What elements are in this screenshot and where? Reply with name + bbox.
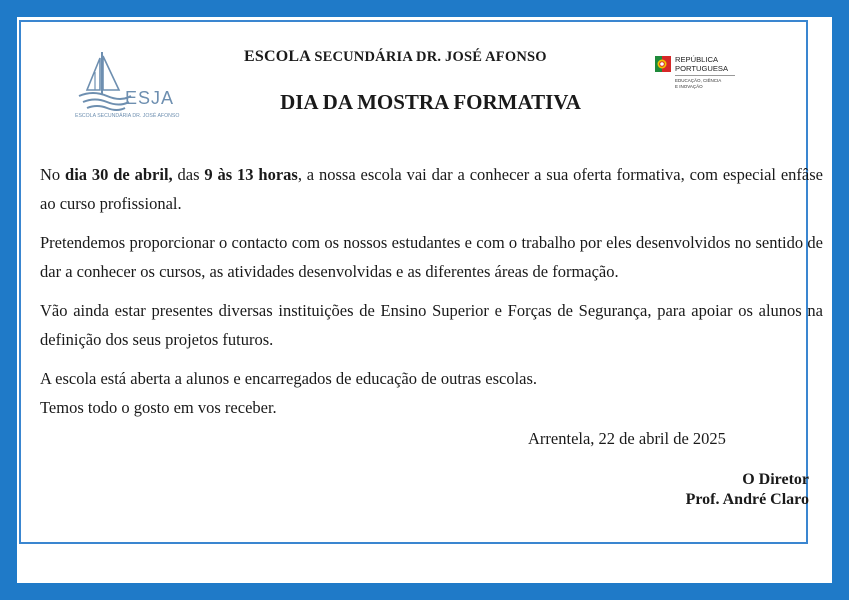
republica-line2: PORTUGUESA xyxy=(675,64,729,73)
signer-name: Prof. André Claro xyxy=(685,491,809,508)
paragraph-purpose: Pretendemos proporcionar o contacto com os nossos estudantes e com o trabalho por eles desenvolvidos no sentido de dar a conhecer os cursos, as atividades desenvolvidas e as diferentes áreas de formação. xyxy=(40,233,823,281)
event-hours: 9 às 13 horas xyxy=(204,165,298,184)
school-name-cap: SCOLA xyxy=(254,48,315,65)
portugal-emblem-icon xyxy=(655,54,671,74)
republica-line1: REPÚBLICA xyxy=(675,55,719,64)
school-name-initial: E xyxy=(244,48,255,65)
place-date: Arrentela, 22 de abril de 2025 xyxy=(528,429,726,448)
ministry-line1: EDUCAÇÃO, CIÊNCIA xyxy=(675,78,722,83)
paragraph-institutions: Vão ainda estar presentes diversas instituições de Ensino Superior e Forças de Segurança, para apoiar os alunos na definição dos seus projetos futuros. xyxy=(40,301,823,349)
republica-portuguesa-logo xyxy=(655,54,745,104)
esja-subtitle: ESCOLA SECUNDÁRIA DR. JOSÉ AFONSO xyxy=(75,113,180,119)
esja-logo xyxy=(73,50,183,140)
esja-sail-icon xyxy=(73,50,133,112)
school-name-rest: SECUNDÁRIA DR. JOSÉ AFONSO xyxy=(314,49,547,65)
paragraph-open-school: A escola está aberta a alunos e encarregados de educação de outras escolas. xyxy=(40,369,538,388)
republica-name xyxy=(675,55,728,73)
ministry-line2: E INOVAÇÃO xyxy=(675,83,703,89)
republica-divider xyxy=(675,75,735,76)
paragraph-welcome: Temos todo o gosto em vos receber. xyxy=(40,397,277,417)
signature-block xyxy=(686,470,809,510)
ministry-name xyxy=(675,78,721,89)
esja-acronym: ESJA xyxy=(125,88,175,108)
event-date: dia 30 de abril, xyxy=(65,165,173,184)
signer-role: O Diretor xyxy=(742,471,809,488)
event-title: DIA DA MOSTRA FORMATIVA xyxy=(280,90,581,114)
notice-body xyxy=(40,161,823,422)
school-name xyxy=(244,48,547,66)
paragraph-event-details: No dia 30 de abril, das 9 às 13 horas, a nossa escola vai dar a conhecer a sua oferta formativa, com especial enfâse ao curso profissional. xyxy=(40,165,823,213)
